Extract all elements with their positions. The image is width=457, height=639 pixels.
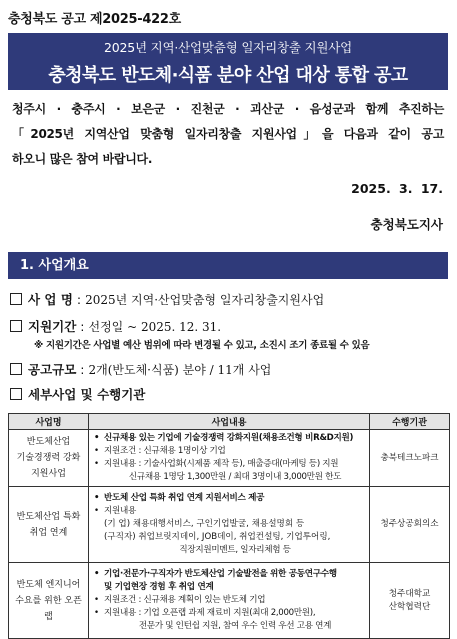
business-name-label: 사 업 명 — [28, 292, 73, 307]
project-name: 반도체산업 기술경쟁력 강화 지원사업 — [9, 430, 89, 487]
business-name-value: 2025년 지역·산업맞춤형 일자리창출지원사업 — [85, 293, 325, 307]
list-item-detail: 전문가 및 인턴쉽 지원, 참여 우수 인력 우선 고용 연계 — [138, 621, 332, 631]
project-content — [89, 430, 370, 487]
intro-line: 하오니 많은 참여 바랍니다. — [12, 152, 153, 166]
list-item-detail: (기 업) 채용대행서비스, 구인기업발굴, 채용설명회 등 — [104, 519, 305, 529]
issuing-org: 충청북도지사 — [370, 217, 443, 232]
section-title: 1. 사업개요 — [8, 252, 448, 279]
support-period-value: 선정일 ~ 2025. 12. 31. — [88, 320, 222, 334]
project-content — [89, 563, 370, 639]
detail-heading-row — [10, 385, 145, 403]
title-line1: 2025년 지역·산업맞춤형 일자리창출 지원사업 — [104, 40, 352, 55]
detail-heading: 세부사업 및 수행기관 — [28, 387, 146, 402]
table-row — [9, 563, 450, 639]
checkbox-icon — [10, 320, 22, 332]
period-note: ※ 지원기간은 사업별 예산 범위에 따라 변경될 수 있고, 소진시 조기 종료될 수 있음 — [34, 340, 370, 351]
list-item: • 신규채용 있는 기업에 기술경쟁력 강화지원(채용조건형 비R&D지원) — [92, 432, 366, 445]
title-banner — [8, 33, 448, 90]
checkbox-icon — [10, 363, 22, 375]
table-row — [9, 487, 450, 563]
list-item-continued: 및 기업현장 경험 후 취업 연계 — [104, 582, 214, 592]
scale-value: 2개(반도체·식품) 분야 / 11개 사업 — [88, 363, 272, 377]
intro-line: 청주시 · 충주시 · 보은군 · 진천군 · 괴산군 · 음성군과 함께 추진하는 — [12, 102, 444, 116]
business-name-row: 사 업 명 : 2025년 지역·산업맞춤형 일자리창출지원사업 — [10, 290, 324, 308]
list-item-detail: 신규채용 1명당 1,300만원 / 최대 3명이내 3,000만원 한도 — [128, 472, 342, 482]
list-item-detail: 직장지원미멘트, 일자리체험 등 — [179, 545, 291, 555]
title-line2: 충청북도 반도체·식품 분야 산업 대상 통합 공고 — [48, 65, 408, 86]
project-org: 청주상공회의소 — [370, 487, 450, 563]
checkbox-icon — [10, 293, 22, 305]
list-item: • 기업·전문가·구직자가 반도체산업 기술발전을 위한 공동연구수행 — [92, 568, 366, 581]
table-row — [9, 430, 450, 487]
list-item: • 지원조건 : 신규채용 계획이 있는 반도체 기업 — [92, 594, 366, 607]
checkbox-icon — [10, 388, 22, 400]
support-period-row: 지원기간 : 선정일 ~ 2025. 12. 31. — [10, 317, 221, 335]
scale-row: 공고규모 : 2개(반도체·식품) 분야 / 11개 사업 — [10, 360, 271, 378]
project-content — [89, 487, 370, 563]
list-item: • 지원내용 : 기업 오픈랩 과제 재료비 지원(최대 2,000만원), — [92, 607, 366, 620]
list-item: • 지원조건 : 신규채용 1명이상 기업 — [92, 445, 366, 458]
table-header: 수행기관 — [370, 414, 450, 430]
project-table — [8, 413, 450, 639]
table-header: 사업내용 — [89, 414, 370, 430]
intro-line: 「2025년 지역산업 맞춤형 일자리창출 지원사업」을 다음과 같이 공고 — [12, 127, 444, 141]
support-period-label: 지원기간 — [28, 319, 77, 334]
list-item: • 지원내용 : 기술사업화(시제품 제작 등), 매출증대(마케팅 등) 지원 — [92, 458, 366, 471]
list-item: • 반도체 산업 특화 취업 연계 지원서비스 제공 — [92, 492, 366, 505]
notice-number: 충청북도 공고 제2025-422호 — [8, 12, 181, 27]
list-item: • 지원내용 — [92, 505, 366, 518]
notice-date: 2025. 3. 17. — [351, 181, 443, 196]
intro-paragraph — [12, 97, 444, 172]
project-org: 청주대학교 산학협력단 — [370, 563, 450, 639]
project-org: 충북테크노파크 — [370, 430, 450, 487]
project-name: 반도체 엔지니어 수요를 위한 오픈랩 — [9, 563, 89, 639]
project-name: 반도체산업 특화 취업 연계 — [9, 487, 89, 563]
list-item-detail: (구직자) 취업브릿지데이, JOB데이, 취업컨설팅, 기업투어링, — [104, 532, 331, 542]
table-header: 사업명 — [9, 414, 89, 430]
scale-label: 공고규모 — [28, 362, 77, 377]
